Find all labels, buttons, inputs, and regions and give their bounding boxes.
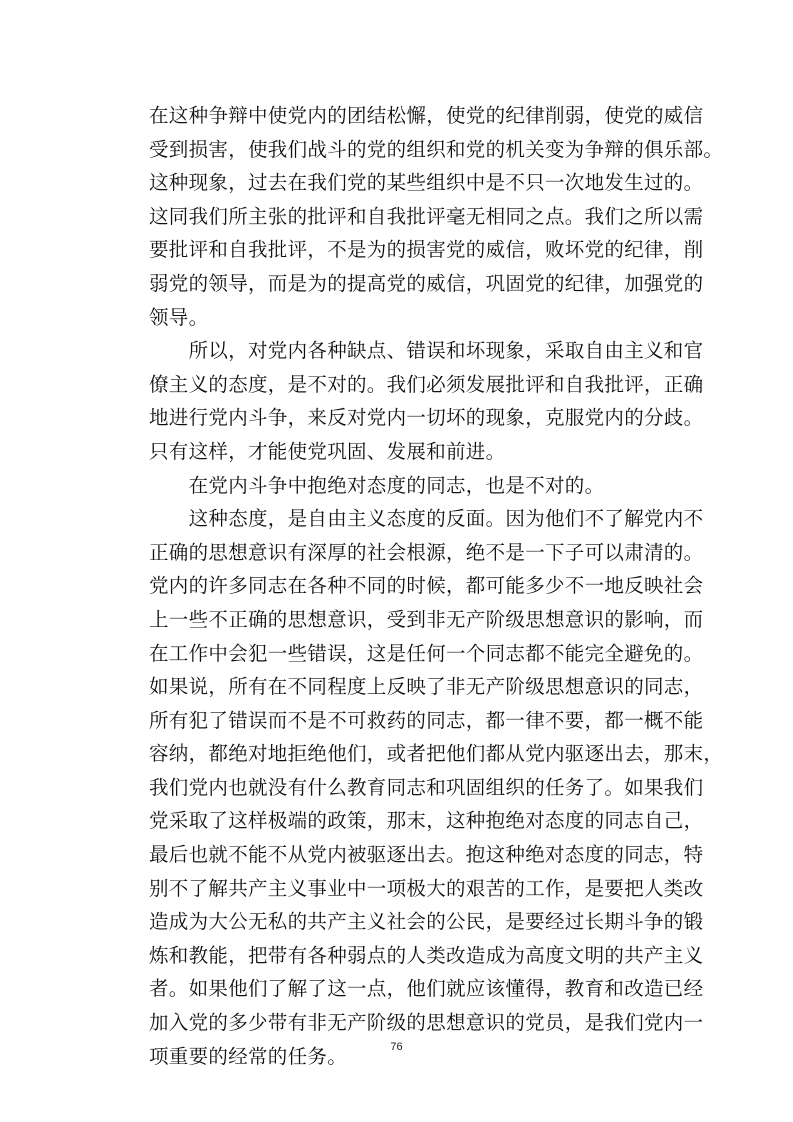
text-line: 党内的许多同志在各种不同的时候，都可能多少不一地反映社会	[149, 574, 704, 598]
text-line: 地进行党内斗争，来反对党内一切坏的现象，克服党内的分歧。	[149, 406, 704, 430]
body-text	[149, 99, 724, 1073]
text-line: 在这种争辩中使党内的团结松懈，使党的纪律削弱，使党的威信	[149, 104, 704, 127]
text-line: 只有这样，才能使党巩固、发展和前进。	[149, 439, 506, 463]
text-line: 僚主义的态度，是不对的。我们必须发展批评和自我批评，正确	[149, 372, 704, 396]
text-line: 党采取了这样极端的政策，那末，这种抱绝对态度的同志自己，	[149, 809, 704, 833]
page-number: 76	[390, 1041, 403, 1053]
text-line: 在党内斗争中抱绝对态度的同志，也是不对的。	[149, 473, 605, 497]
text-line: 加入党的多少带有非无产阶级的思想意识的党员，是我们党内一	[149, 1011, 704, 1035]
text-line: 最后也就不能不从党内被驱逐出去。抱这种绝对态度的同志，特	[149, 843, 704, 867]
text-line: 要批评和自我批评，不是为的损害党的威信，败坏党的纪律，削	[149, 238, 704, 262]
text-line: 这同我们所主张的批评和自我批评毫无相同之点。我们之所以需	[149, 204, 704, 228]
text-line: 这种现象，过去在我们党的某些组织中是不只一次地发生过的。	[149, 171, 704, 195]
text-line: 上一些不正确的思想意识，受到非无产阶级思想意识的影响，而	[149, 607, 704, 631]
text-line: 受到损害，使我们战斗的党的组织和党的机关变为争辩的俱乐部。	[149, 137, 724, 161]
text-line: 在工作中会犯一些错误，这是任何一个同志都不能完全避免的。	[149, 641, 704, 665]
text-line: 造成为大公无私的共产主义社会的公民，是要经过长期斗争的锻	[149, 910, 704, 934]
text-line: 所有犯了错误而不是不可救药的同志，都一律不要，都一概不能	[149, 708, 704, 732]
text-line: 项重要的经常的任务。	[149, 1044, 348, 1068]
text-line: 者。如果他们了解了这一点，他们就应该懂得，教育和改造已经	[149, 977, 704, 1001]
text-line: 别不了解共产主义事业中一项极大的艰苦的工作，是要把人类改	[149, 876, 704, 900]
text-line: 容纳，都绝对地拒绝他们，或者把他们都从党内驱逐出去，那末，	[149, 742, 724, 766]
text-line: 正确的思想意识有深厚的社会根源，绝不是一下子可以肃清的。	[149, 540, 704, 564]
text-line: 这种态度，是自由主义态度的反面。因为他们不了解党内不	[149, 507, 704, 531]
text-line: 我们党内也就没有什么教育同志和巩固组织的任务了。如果我们	[149, 775, 704, 799]
text-line: 如果说，所有在不同程度上反映了非无产阶级思想意识的同志，	[149, 675, 704, 699]
text-line: 炼和教能，把带有各种弱点的人类改造成为高度文明的共产主义	[149, 943, 704, 967]
text-line: 弱党的领导，而是为的提高党的威信，巩固党的纪律，加强党的	[149, 271, 704, 295]
text-line: 所以，对党内各种缺点、错误和坏现象，采取自由主义和官	[149, 339, 704, 363]
text-line: 领导。	[149, 305, 209, 329]
